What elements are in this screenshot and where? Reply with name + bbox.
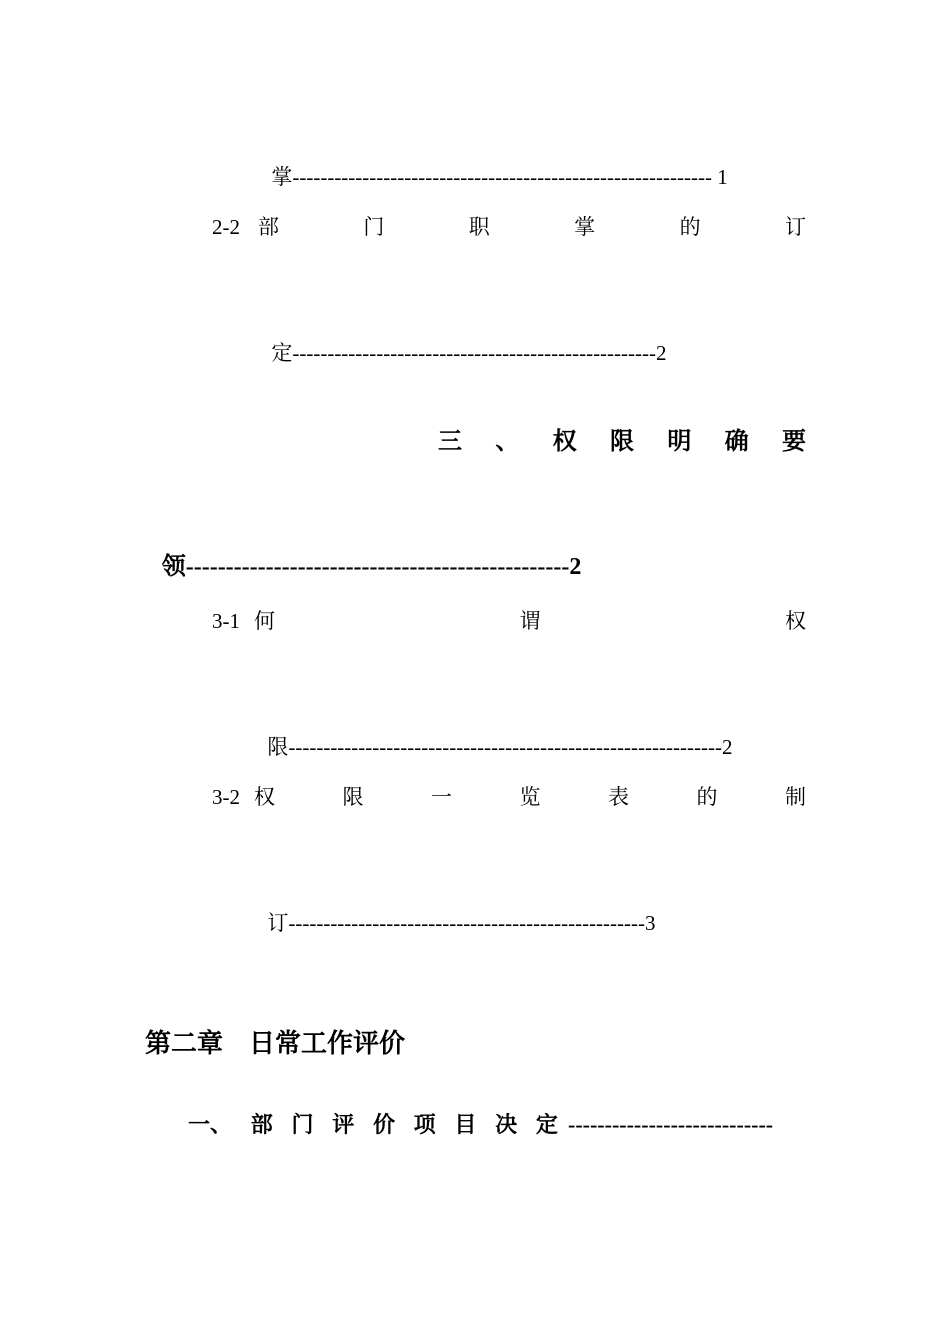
toc-line-8-char: 制 — [785, 785, 806, 809]
toc-line-7-page: 2 — [721, 735, 733, 759]
toc-line-5-text: 领 — [161, 551, 186, 580]
toc-line-2-char: 部 — [258, 215, 279, 239]
toc-line-8-char: 权 — [254, 785, 275, 809]
toc-line-10-char: 部 — [250, 1112, 273, 1138]
toc-line-8-char: 表 — [608, 785, 629, 809]
toc-line-6-number: 3-1 — [212, 609, 240, 633]
toc-line-3 — [258, 314, 667, 366]
toc-line-2-char: 订 — [784, 215, 806, 239]
toc-line-10 — [188, 1112, 558, 1138]
toc-line-10-char: 目 — [454, 1112, 477, 1138]
toc-line-7-leader: -------------------------------------------------------------- — [288, 735, 722, 759]
toc-line-4-char: 明 — [667, 426, 692, 455]
toc-line-8-char: 的 — [696, 785, 718, 809]
toc-line-2-char: 门 — [363, 215, 385, 239]
toc-line-9-page: 3 — [645, 911, 656, 935]
toc-line-5 — [145, 527, 581, 580]
toc-line-4-char: 确 — [724, 426, 749, 455]
toc-line-9 — [254, 884, 656, 936]
toc-line-10-leader: ---------------------------- — [568, 1112, 774, 1137]
toc-line-3-page: 2 — [656, 341, 667, 365]
toc-line-7 — [254, 708, 732, 760]
toc-line-8 — [254, 784, 806, 810]
toc-line-3-leader: ---------------------------------------------------- — [292, 341, 657, 365]
toc-line-2 — [258, 214, 806, 240]
toc-line-6-char: 谓 — [519, 609, 541, 633]
toc-line-1-text: 掌 — [271, 165, 293, 189]
toc-line-7-text: 限 — [267, 735, 289, 759]
toc-line-10-char: 评 — [332, 1112, 355, 1138]
toc-line-5-page: 2 — [569, 554, 582, 580]
toc-line-10-char: 价 — [372, 1112, 395, 1138]
toc-line-8-number: 3-2 — [212, 785, 240, 809]
toc-line-10-char: 一、 — [188, 1112, 233, 1138]
toc-line-4-char: 、 — [495, 426, 520, 455]
toc-line-9-leader: --------------------------------------------------- — [288, 911, 646, 935]
toc-line-4-char: 限 — [609, 426, 634, 455]
toc-line-4-char: 要 — [781, 426, 806, 455]
toc-line-4-char: 三 — [438, 426, 462, 455]
toc-line-10-char: 定 — [535, 1112, 558, 1138]
toc-line-8-char: 限 — [342, 785, 364, 809]
toc-line-10-char: 门 — [291, 1112, 314, 1138]
toc-line-8-char: 览 — [519, 785, 541, 809]
toc-line-4 — [438, 428, 806, 454]
chapter-heading: 第二章 日常工作评价 — [145, 1029, 406, 1059]
toc-line-1-page: 1 — [711, 165, 728, 189]
toc-line-2-char: 职 — [468, 215, 490, 239]
toc-line-4-char: 权 — [552, 426, 577, 455]
toc-line-2-char: 的 — [679, 215, 701, 239]
toc-line-1 — [258, 138, 728, 190]
toc-line-2-char: 掌 — [574, 215, 596, 239]
toc-line-10-char: 决 — [495, 1112, 518, 1138]
toc-line-1-leader: ------------------------------------------------------------ — [292, 165, 712, 189]
toc-line-6-char: 何 — [254, 609, 275, 633]
toc-line-5-leader: ------------------------------------------------ — [185, 554, 570, 580]
toc-line-6 — [254, 608, 806, 634]
toc-line-8-char: 一 — [431, 785, 452, 809]
toc-line-10-char: 项 — [413, 1112, 436, 1138]
toc-line-6-char: 权 — [785, 609, 806, 633]
toc-line-3-text: 定 — [271, 341, 293, 365]
toc-line-2-number: 2-2 — [212, 215, 240, 239]
toc-line-9-text: 订 — [267, 911, 289, 935]
